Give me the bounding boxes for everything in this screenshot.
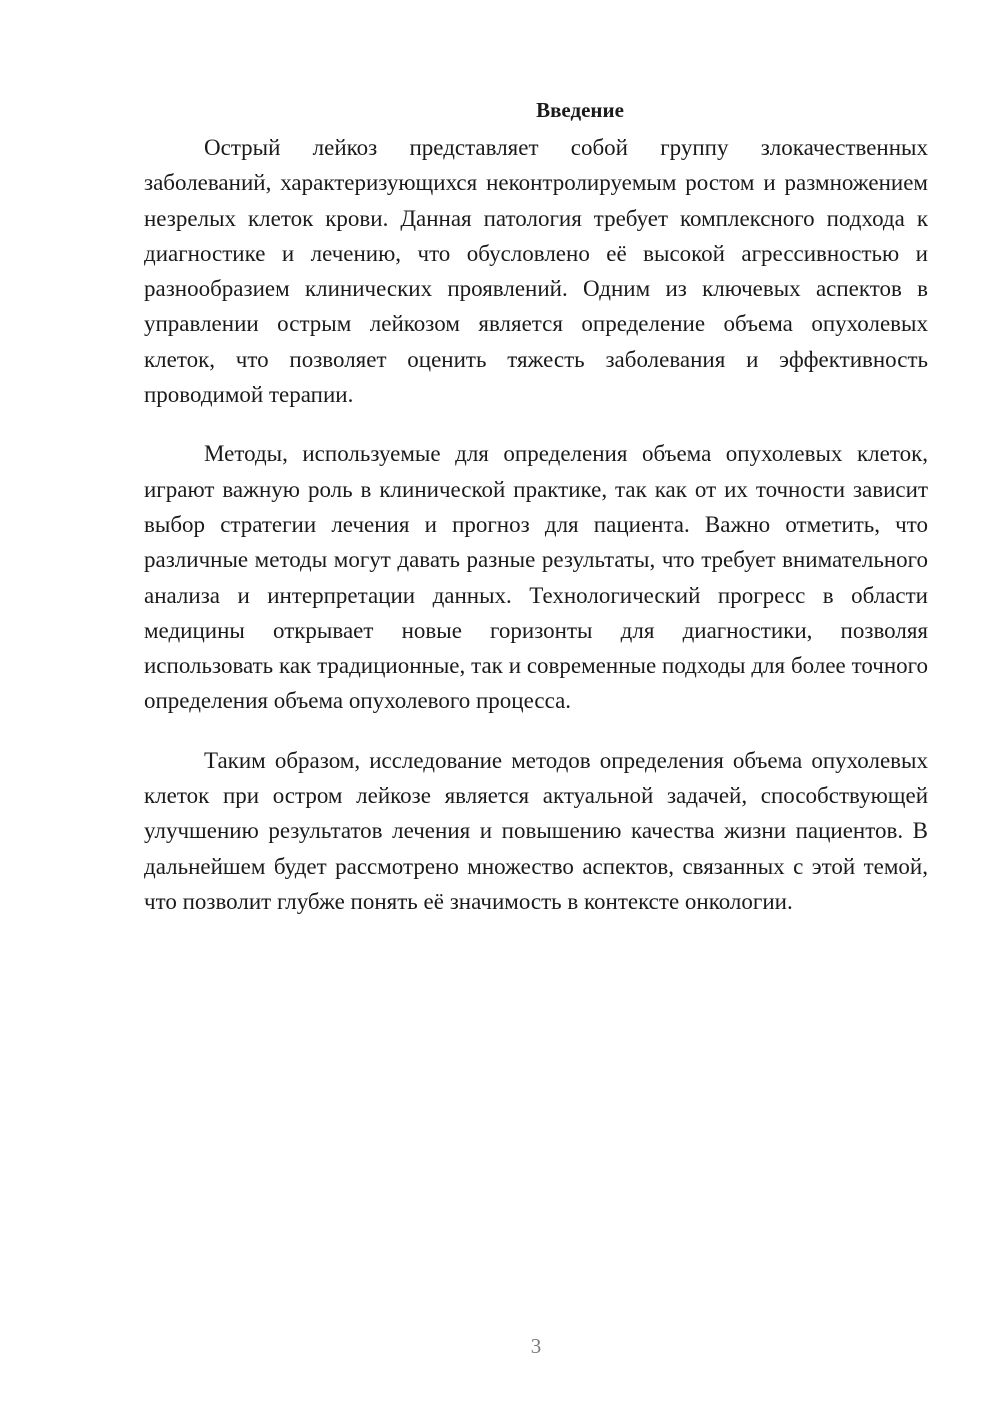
paragraph-1: Острый лейкоз представляет собой группу злокачественных заболеваний, характеризующихся неконтролируемым ростом и размножением незрелых клеток крови. Данная патология требует комплексного подхода к диагностике и лечению, что обусловлено её высокой агрессивностью и разнообразием клинических проявлений. Одним из ключевых аспектов в управлении острым лейкозом является определение объема опухолевых клеток, что позволяет оценить тяжесть заболевания и эффективность проводимой терапии. [144,135,928,408]
section-heading: Введение [536,98,624,122]
paragraph-3: Таким образом, исследование методов определения объема опухолевых клеток при остром лейкозе является актуальной задачей, способствующей улучшению результатов лечения и повышению качества жизни пациентов. В дальнейшем будет рассмотрено множество аспектов, связанных с этой темой, что позволит глубже понять её значимость в контексте онкологии. [144,747,928,914]
paragraph-2: Методы, используемые для определения объема опухолевых клеток, играют важную роль в клинической практике, так как от их точности зависит выбор стратегии лечения и прогноз для пациента. Важно отметить, что различные методы могут давать разные результаты, что требует внимательного анализа и интерпретации данных. Технологический прогресс в области медицины открывает новые горизонты для диагностики, позволяя использовать как традиционные, так и современные подходы для более точного определения объема опухолевого процесса. [144,441,928,714]
page-number: 3 [530,1334,542,1358]
page-body [144,96,928,919]
